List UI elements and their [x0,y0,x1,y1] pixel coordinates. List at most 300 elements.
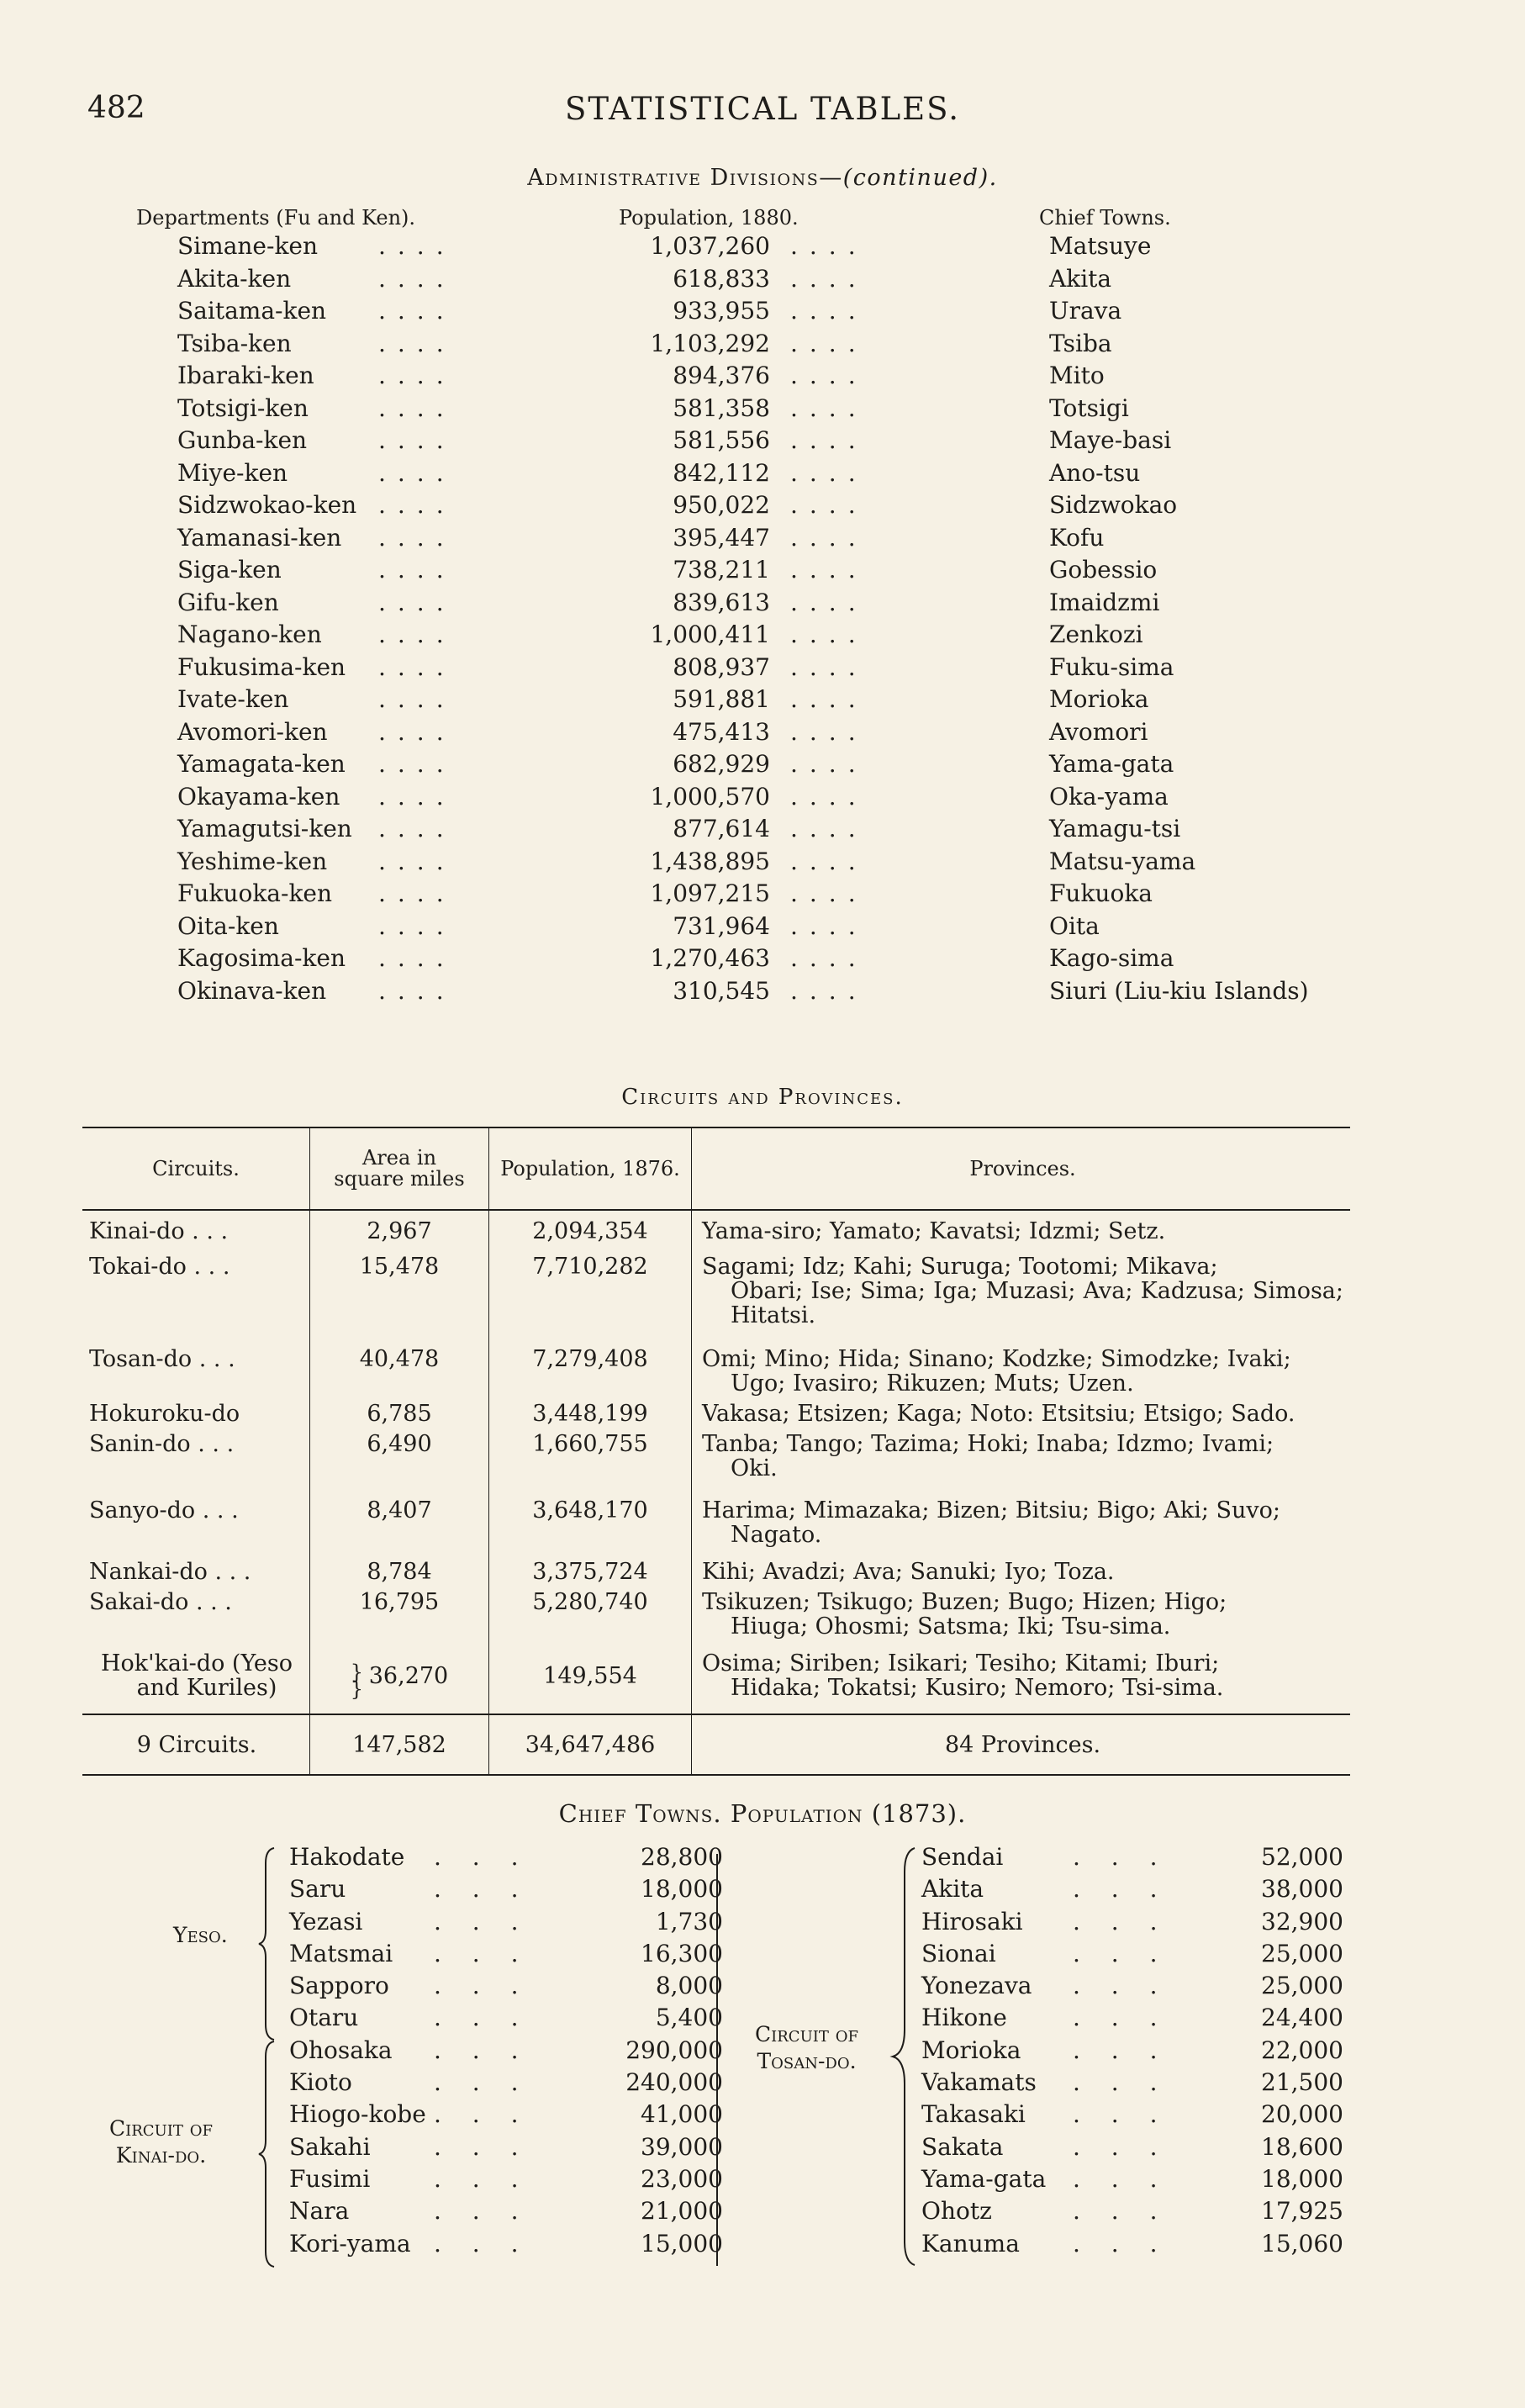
population-value: 310,545 [673,976,770,1005]
circuit-population: 7,710,282 [489,1254,692,1346]
leader-dots: . . . [434,2004,530,2032]
table-row [0,975,1525,1008]
leader-dots: . . . [434,2229,530,2258]
leader-dots: .... [378,523,456,552]
population-value: 842,112 [673,458,770,487]
town-population: 25,000 [1261,1939,1343,1967]
yeso-group-label: Yeso. [173,1923,228,1947]
leader-dots: .... [378,879,456,907]
circuit-provinces [692,1497,1351,1559]
kinai-do-group-label: Circuit of Kinai-do. [109,2116,214,2168]
population-value: 839,613 [673,588,770,616]
table-row [0,328,1525,361]
chief-town-name: Ano-tsu [1049,458,1141,487]
leader-dots: . . . [434,2197,530,2226]
town-name: Hikone [921,2004,1007,2032]
table-row [0,554,1525,587]
circuit-area: 6,490 [310,1431,489,1497]
town-row [921,1906,1350,1938]
town-name: Kanuma [921,2229,1020,2258]
circuit-area: 40,478 [310,1346,489,1401]
brace-glyph: } } [350,1660,364,1701]
leader-dots: .... [790,362,868,389]
department-name: Ivate-ken [177,685,289,713]
circuit-name [82,1650,310,1714]
area-column-header: Area in square miles [310,1127,489,1210]
department-name: Okayama-ken [177,782,340,811]
table-row [82,1650,1350,1714]
leader-dots: .... [378,556,456,584]
town-name: Hirosaki [921,1907,1023,1935]
leader-dots: .... [378,782,456,811]
table-row [0,263,1525,296]
circuit-area: 2,967 [310,1210,489,1254]
town-name: Sionai [921,1939,996,1967]
population-value: 808,937 [673,652,770,681]
provinces-line: Kihi; Avadzi; Ava; Sanuki; Iyo; Toza. [702,1559,1115,1585]
department-name: Yeshime-ken [177,847,328,875]
town-name: Hiogo-kobe [289,2100,426,2129]
department-name: Yamagata-ken [177,750,346,778]
town-population: 17,925 [1261,2197,1343,2226]
table-row [0,781,1525,814]
circuit-provinces [692,1401,1351,1431]
population-value: 395,447 [673,523,770,552]
town-population: 16,300 [641,1939,723,1967]
town-name: Hakodate [289,1843,405,1871]
table-row [0,684,1525,716]
town-row [286,2163,723,2195]
town-row [921,2163,1350,2195]
circuit-name-line2: and Kuriles) [136,1675,277,1701]
table-row [0,425,1525,457]
town-name: Sapporo [289,1972,389,2000]
population-value: 1,000,570 [650,782,770,811]
town-population: 290,000 [625,2036,723,2064]
leader-dots: .... [790,750,868,778]
town-name: Matsmai [289,1939,393,1967]
population-value: 581,358 [673,393,770,422]
table-row [0,652,1525,684]
population-value: 682,929 [673,750,770,778]
departments-column-header: Departments (Fu and Ken). [136,206,416,230]
department-name: Avomori-ken [177,717,328,746]
circuit-area: 8,407 [310,1497,489,1559]
town-population: 21,500 [1261,2068,1343,2097]
circuit-provinces [692,1254,1351,1346]
circuit-population: 7,279,408 [489,1346,692,1401]
town-name: Nara [289,2197,350,2226]
chief-town-name: Matsuye [1049,232,1152,260]
circuit-name-text: Nankai-do [89,1559,208,1585]
leader-dots: .... [790,717,868,746]
leader-dots: .... [378,232,456,260]
population-value: 1,000,411 [650,620,770,648]
leader-dots: .... [378,815,456,842]
population-value: 731,964 [673,911,770,940]
tosan-do-group-label: Circuit of Tosan-do. [755,2022,859,2073]
leader-dots: . . . [434,1972,530,2000]
leader-dots: .... [790,426,868,454]
department-name: Simane-ken [177,232,319,260]
leader-dots: .... [790,685,868,713]
town-population: 20,000 [1261,2100,1343,2129]
leader-dots: .... [790,556,868,584]
circuit-area: 15,478 [310,1254,489,1346]
circuit-provinces [692,1589,1351,1650]
population-value: 1,097,215 [650,879,770,907]
town-name: Kori-yama [289,2229,411,2258]
circuits-table [82,1127,1350,1776]
town-row [286,2195,723,2227]
yeso-kinai-towns-list [286,1841,723,2260]
table-row [0,911,1525,943]
leader-dots: .... [790,491,868,519]
running-title: STATISTICAL TABLES. [565,91,960,127]
tosan-do-brace [889,1846,918,2267]
town-row [921,1970,1350,2002]
leader-dots: .... [378,329,456,357]
table-row [0,360,1525,393]
leader-dots: .... [790,297,868,325]
circuit-name [82,1346,310,1401]
leader-dots: .... [378,847,456,875]
table-row [82,1497,1350,1559]
circuit-name [82,1401,310,1431]
leader-dots: . . . [1073,1843,1169,1871]
department-name: Akita-ken [177,264,292,293]
chief-town-name: Kofu [1049,523,1105,552]
town-name: Ohotz [921,2197,992,2226]
town-population: 240,000 [625,2068,723,2097]
town-population: 39,000 [641,2132,723,2161]
leader-dots: .... [790,879,868,907]
leader-dots: .... [378,717,456,746]
table-row [0,489,1525,522]
provinces-line: Osima; Siriben; Isikari; Tesiho; Kitami; Iburi; [702,1650,1220,1677]
chief-town-name: Imaidzmi [1049,588,1160,616]
chief-towns-column-header: Chief Towns. [1039,206,1171,230]
department-name: Totsigi-ken [177,393,309,422]
table-row [82,1254,1350,1346]
chief-town-name: Urava [1049,297,1122,325]
town-population: 25,000 [1261,1972,1343,2000]
town-name: Sakahi [289,2132,371,2161]
circuit-population: 5,280,740 [489,1589,692,1650]
leader-dots: . . . [1073,1875,1169,1904]
department-name: Okinava-ken [177,976,327,1005]
department-name: Fukuoka-ken [177,879,333,907]
circuit-provinces [692,1431,1351,1497]
area-value: 36,270 [368,1662,449,1689]
leader-dots: . . . [434,2036,530,2064]
chief-town-name: Oka-yama [1049,782,1169,811]
town-population: 1,730 [655,1907,723,1935]
population-value: 581,556 [673,426,770,454]
yeso-brace [257,1846,277,2041]
total-area: 147,582 [310,1714,489,1775]
leader-dots: .... [790,523,868,552]
circuit-population: 3,648,170 [489,1497,692,1559]
circuit-area [310,1650,489,1714]
circuit-name-text: Hokuroku-do [89,1401,240,1427]
department-name: Tsiba-ken [177,329,292,357]
town-row [921,2067,1350,2099]
town-population: 28,800 [641,1843,723,1871]
circuit-name-text: Tokai-do [89,1254,187,1280]
table-row [82,1589,1350,1650]
town-population: 8,000 [655,1972,723,2000]
town-row [921,2228,1350,2260]
provinces-continuation: Obari; Ise; Sima; Iga; Muzasi; Ava; Kadzusa; Simosa; Hitatsi. [731,1278,1343,1328]
town-population: 41,000 [641,2100,723,2129]
department-name: Yamanasi-ken [177,523,342,552]
town-row [286,2131,723,2163]
table-row [0,813,1525,846]
leader-dots: . . . [1073,1939,1169,1967]
leader-dots: .... [790,620,868,648]
table-row [82,1431,1350,1497]
leader-dots: . . . [434,1843,530,1871]
circuit-provinces [692,1346,1351,1401]
leader-dots: .... [790,911,868,940]
leader-dots: . . . [1073,2036,1169,2064]
leader-dots: . . . [1073,2132,1169,2161]
leader-dots: .... [378,588,456,616]
town-population: 52,000 [1261,1843,1343,1871]
population-value: 1,037,260 [650,232,770,260]
town-name: Vakamats [921,2068,1037,2097]
town-population: 23,000 [641,2164,723,2193]
town-name: Sendai [921,1843,1004,1871]
chief-town-name: Akita [1049,264,1112,293]
leader-dots: . . . [1073,1907,1169,1935]
table-row [0,522,1525,555]
total-circuits: 9 Circuits. [82,1714,310,1775]
table-row [0,846,1525,879]
leader-dots: .... [378,944,456,972]
chief-town-name: Oita [1049,911,1100,940]
leader-dots: . . . [207,1559,251,1585]
leader-dots: .... [378,976,456,1005]
circuit-name [82,1589,310,1650]
town-row [921,2099,1350,2131]
circuit-population: 2,094,354 [489,1210,692,1254]
population-value: 877,614 [673,815,770,842]
tosan-do-towns-list [921,1841,1350,2260]
town-population: 15,000 [641,2229,723,2258]
leader-dots: .... [790,652,868,681]
leader-dots: . . . [1073,1972,1169,2000]
provinces-line: Omi; Mino; Hida; Sinano; Kodzke; Simodzke; Ivaki; [702,1346,1291,1372]
leader-dots: .... [378,750,456,778]
circuit-name-text: Sanin-do [89,1431,191,1457]
chief-towns-population-heading: Chief Towns. Population (1873). [558,1799,967,1828]
circuit-name [82,1559,310,1589]
administrative-divisions-table [0,230,1525,1007]
chief-town-name: Matsu-yama [1049,847,1196,875]
department-name: Oita-ken [177,911,279,940]
provinces-continuation: Hiuga; Ohosmi; Satsma; Iki; Tsu-sima. [731,1613,1171,1640]
leader-dots: .... [790,782,868,811]
circuit-name-text: Kinai-do [89,1218,185,1244]
town-name: Morioka [921,2036,1021,2064]
table-row [0,457,1525,490]
leader-dots: .... [378,620,456,648]
table-row [82,1346,1350,1401]
circuit-name-text: Sanyo-do [89,1497,196,1523]
chief-town-name: Fuku-sima [1049,652,1174,681]
circuit-population: 3,375,724 [489,1559,692,1589]
provinces-line: Yama-siro; Yamato; Kavatsi; Idzmi; Setz. [702,1218,1166,1244]
provinces-continuation: Nagato. [731,1522,822,1548]
circuit-area: 8,784 [310,1559,489,1589]
town-name: Akita [921,1875,984,1904]
circuits-total-row [82,1714,1350,1775]
town-row [921,2195,1350,2227]
leader-dots: . . . [1073,2100,1169,2129]
leader-dots: .... [790,232,868,260]
population-value: 1,103,292 [650,329,770,357]
leader-dots: .... [790,393,868,422]
provinces-continuation: Hidaka; Tokatsi; Kusiro; Nemoro; Tsi-sima. [731,1675,1224,1701]
leader-dots: . . . [1073,2229,1169,2258]
chief-town-name: Morioka [1049,685,1149,713]
administrative-divisions-heading: Administrative Divisions—(continued). [527,165,998,191]
circuit-name [82,1431,310,1497]
town-name: Yezasi [289,1907,363,1935]
chief-town-name: Yama-gata [1049,750,1174,778]
table-row [0,748,1525,781]
chief-town-name: Siuri (Liu-kiu Islands) [1049,976,1309,1005]
leader-dots: . . . [434,1875,530,1904]
town-row [286,2002,723,2034]
circuits-table-header-row [82,1127,1350,1210]
town-row [921,2035,1350,2067]
circuit-population: 1,660,755 [489,1431,692,1497]
population-value: 894,376 [673,362,770,389]
circuits-column-header: Circuits. [82,1127,310,1210]
table-row [0,295,1525,328]
provinces-line: Vakasa; Etsizen; Kaga; Noto: Etsitsiu; Etsigo; Sado. [702,1401,1295,1427]
provinces-continuation: Ugo; Ivasiro; Rikuzen; Muts; Uzen. [731,1370,1134,1397]
circuit-name-text: Tosan-do [89,1346,193,1372]
department-name: Gunba-ken [177,426,308,454]
table-row [82,1559,1350,1589]
leader-dots: . . . [1073,2197,1169,2226]
provinces-line: Harima; Mimazaka; Bizen; Bitsiu; Bigo; Aki; Suvo; [702,1497,1280,1523]
leader-dots: . . . [434,1907,530,1935]
leader-dots: . . . [434,2068,530,2097]
chief-town-name: Kago-sima [1049,944,1174,972]
town-population: 32,900 [1261,1907,1343,1935]
town-row [286,1906,723,1938]
chief-town-name: Gobessio [1049,556,1158,584]
town-name: Fusimi [289,2164,371,2193]
leader-dots: . . . [186,1254,230,1280]
provinces-column-header: Provinces. [692,1127,1351,1210]
department-name: Saitama-ken [177,297,327,325]
circuit-area: 6,785 [310,1401,489,1431]
leader-dots: . . . [434,2164,530,2193]
town-population: 18,600 [1261,2132,1343,2161]
leader-dots: .... [790,264,868,293]
town-name: Otaru [289,2004,359,2032]
leader-dots: . . . [1073,2068,1169,2097]
population-value: 738,211 [673,556,770,584]
circuit-population: 3,448,199 [489,1401,692,1431]
chief-town-name: Yamagu-tsi [1049,815,1181,842]
leader-dots: .... [378,426,456,454]
page-number: 482 [87,91,145,125]
table-row [0,230,1525,263]
table-row [0,619,1525,652]
circuit-name [82,1210,310,1254]
circuit-provinces [692,1650,1351,1714]
circuit-provinces [692,1210,1351,1254]
leader-dots: . . . [188,1589,232,1615]
population-value: 591,881 [673,685,770,713]
population-value: 1,438,895 [650,847,770,875]
leader-dots: . . . [184,1218,229,1244]
town-row [286,2067,723,2099]
leader-dots: .... [378,297,456,325]
leader-dots: .... [378,491,456,519]
town-population: 38,000 [1261,1875,1343,1904]
total-provinces: 84 Provinces. [692,1714,1351,1775]
town-population: 24,400 [1261,2004,1343,2032]
kinai-do-brace [257,2040,277,2268]
town-name: Sakata [921,2132,1004,2161]
population-1880-column-header: Population, 1880. [619,206,799,230]
chief-town-name: Mito [1049,362,1105,389]
chief-town-name: Tsiba [1049,329,1112,357]
circuit-area: 16,795 [310,1589,489,1650]
table-row [0,587,1525,620]
circuit-provinces [692,1559,1351,1589]
chief-town-name: Zenkozi [1049,620,1143,648]
leader-dots: . . . [1073,2164,1169,2193]
total-population: 34,647,486 [489,1714,692,1775]
leader-dots: .... [378,911,456,940]
town-row [286,2099,723,2131]
department-name: Sidzwokao-ken [177,491,357,519]
leader-dots: .... [790,815,868,842]
chief-town-name: Totsigi [1049,393,1129,422]
town-row [921,1873,1350,1905]
town-row [286,2035,723,2067]
population-value: 618,833 [673,264,770,293]
leader-dots: .... [790,329,868,357]
provinces-line: Tanba; Tango; Tazima; Hoki; Inaba; Idzmo; Ivami; [702,1431,1274,1457]
town-row [286,2228,723,2260]
provinces-continuation: Oki. [731,1455,778,1481]
leader-dots: . . . [434,2100,530,2129]
leader-dots: .... [378,264,456,293]
town-row [286,1841,723,1873]
leader-dots: .... [378,652,456,681]
leader-dots: .... [790,588,868,616]
leader-dots: .... [790,944,868,972]
town-name: Takasaki [921,2100,1026,2129]
town-row [921,2002,1350,2034]
town-population: 5,400 [655,2004,723,2032]
leader-dots: . . . [195,1497,239,1523]
leader-dots: .... [378,393,456,422]
department-name: Siga-ken [177,556,282,584]
town-population: 18,000 [1261,2164,1343,2193]
town-name: Yonezava [921,1972,1032,2000]
